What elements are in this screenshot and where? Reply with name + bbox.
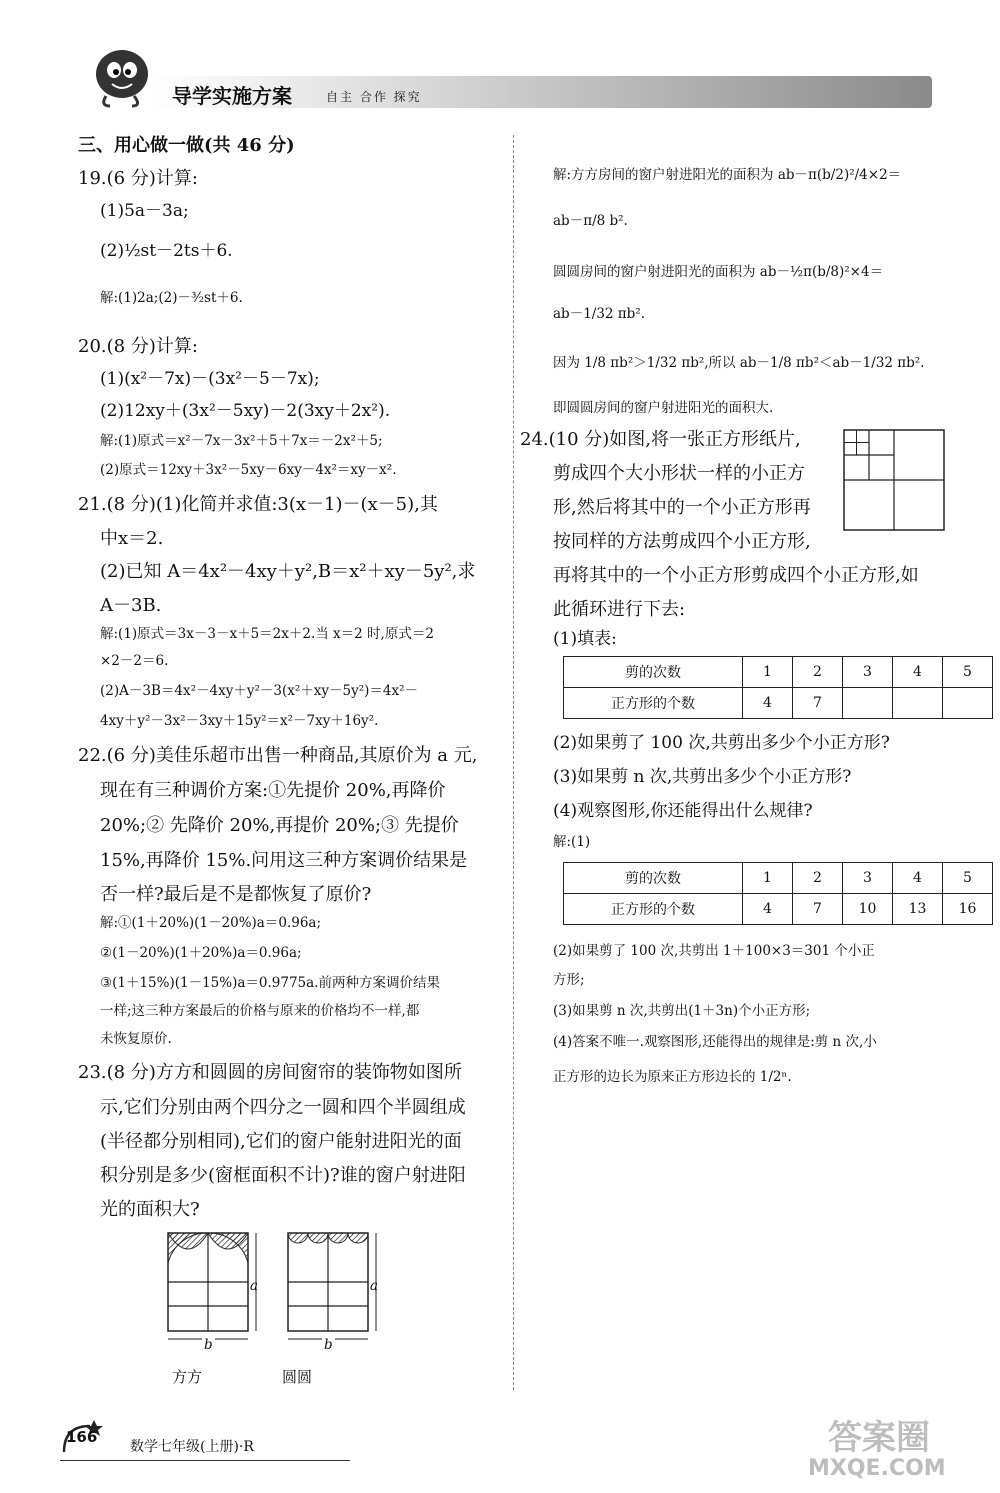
table-cell: 5 [943,657,993,688]
text-line-s23f: 即圆圆房间的窗户射进阳光的面积大. [553,400,774,416]
mascot-icon [86,44,156,110]
table-cell: 剪的次数 [564,863,743,894]
label-b-2: b [324,1337,333,1353]
text-line-s23e: 因为 1/8 πb²＞1/32 πb²,所以 ab－1/8 πb²＜ab－1/32 πb². [553,355,925,371]
table-cell: 3 [843,657,893,688]
text-line-q24d: 按同样的方法剪成四个小正方形, [553,531,811,552]
text-line-q20s1: 解:(1)原式＝x²－7x－3x²＋5＋7x＝－2x²＋5; [100,433,383,449]
text-line-q20s2: (2)原式＝12xy＋3x²－5xy－6xy－4x²＝xy－x². [100,462,397,478]
table-cell: 1 [743,657,793,688]
text-line-sec: 三、用心做一做(共 46 分) [78,135,295,156]
text-line-q24i: (3)如果剪 n 次,共剪出多少个小正方形? [553,767,852,787]
text-line-q24e: 再将其中的一个小正方形剪成四个小正方形,如 [553,565,919,586]
table-cell: 2 [793,863,843,894]
fangfang-window [168,1233,259,1339]
page-number: 166 [66,1428,98,1446]
text-line-q23e: 光的面积大? [100,1199,200,1220]
text-line-q19b: (2)½st－2ts＋6. [100,241,233,261]
header-subtitle: 自主 合作 探究 [326,90,422,104]
text-line-q20b: (2)12xy＋(3x²－5xy)－2(3xy＋2x²). [100,401,391,421]
table-cell: 1 [743,863,793,894]
text-line-q24c: 形,然后将其中的一个小正方形再 [553,497,811,518]
watermark-url: MXQE.COM [808,1456,946,1481]
text-line-s24c: (3)如果剪 n 次,共剪出(1＋3n)个小正方形; [553,1003,811,1019]
text-line-q21a: 21.(8 分)(1)化简并求值:3(x－1)－(x－5),其 [78,494,438,515]
text-line-q22s2: ②(1－20%)(1＋20%)a＝0.96a; [100,945,302,961]
text-line-q19: 19.(6 分)计算: [78,168,198,189]
text-line-q21s2: ×2－2＝6. [100,653,169,669]
nested-squares-figure [842,428,948,534]
text-line-q21s3: (2)A－3B＝4x²－4xy＋y²－3(x²＋xy－5y²)＝4x²－ [100,683,418,699]
table-cell: 4 [893,863,943,894]
text-line-s24b: 方形; [553,972,585,988]
caption-fangfang: 方方 [172,1368,203,1386]
label-a-1: a [250,1278,259,1294]
text-line-s24a: (2)如果剪了 100 次,共剪出 1＋100×3＝301 个小正 [553,943,875,959]
text-line-q24h: (2)如果剪了 100 次,共剪出多少个小正方形? [553,733,890,753]
table-cell: 3 [843,863,893,894]
table-cell: 正方形的个数 [564,688,743,719]
text-line-s23d: ab－1/32 πb². [553,306,646,322]
text-line-q23a: 23.(8 分)方方和圆圆的房间窗帘的装饰物如图所 [78,1062,462,1083]
text-line-q22s1: 解:①(1＋20%)(1－20%)a＝0.96a; [100,915,322,931]
label-a-2: a [370,1278,379,1294]
text-line-q20: 20.(8 分)计算: [78,336,198,357]
text-line-s23a: 解:方方房间的窗户射进阳光的面积为 ab－π(b/2)²/4×2＝ [553,167,902,183]
text-line-s23b: ab－π/8 b². [553,213,628,229]
table-cell [843,688,893,719]
table-cell [893,688,943,719]
table-blank [563,656,993,719]
text-line-q22c: 20%;② 先降价 20%,再提价 20%;③ 先提价 [100,815,459,836]
text-line-q24b: 剪成四个大小形状一样的小正方 [553,463,805,484]
book-title: 数学七年级(上册)·R [130,1439,254,1455]
text-line-q22e: 否一样?最后是不是都恢复了原价? [100,884,372,905]
text-line-q21s1: 解:(1)原式＝3x－3－x＋5＝2x＋2.当 x＝2 时,原式＝2 [100,626,434,642]
text-line-s23c: 圆圆房间的窗户射进阳光的面积为 ab－½π(b/8)²×4＝ [553,264,884,280]
table-cell: 正方形的个数 [564,894,743,925]
column-divider [513,135,514,1390]
text-line-q22b: 现在有三种调价方案:①先提价 20%,再降价 [100,780,446,801]
header-title: 导学实施方案 [172,84,292,108]
table-cell: 7 [793,688,843,719]
text-line-q24a: 24.(10 分)如图,将一张正方形纸片, [520,429,801,450]
table-cell: 4 [743,894,793,925]
text-line-q21s4: 4xy＋y²－3x²－3xy＋15y²＝x²－7xy＋16y². [100,713,379,729]
text-line-q22d: 15%,再降价 15%.问用这三种方案调价结果是 [100,850,468,871]
table-cell: 10 [843,894,893,925]
text-line-q24g: (1)填表: [553,629,617,649]
table-cell [943,688,993,719]
text-line-q24f: 此循环进行下去: [553,599,686,620]
text-line-q23c: (半径都分别相同),它们的窗户能射进阳光的面 [100,1131,462,1152]
text-line-q22s5: 未恢复原价. [100,1031,172,1047]
table-row [564,894,993,925]
text-line-q19a: (1)5a－3a; [100,201,189,221]
yuanyuan-window [288,1233,379,1339]
text-line-s24d: (4)答案不唯一.观察图形,还能得出的规律是:剪 n 次,小 [553,1034,877,1050]
text-line-q22a: 22.(6 分)美佳乐超市出售一种商品,其原价为 a 元, [78,745,478,766]
text-line-q19s: 解:(1)2a;(2)－³⁄₂st＋6. [100,290,243,306]
text-line-q24k: 解:(1) [553,834,591,850]
table-cell: 16 [943,894,993,925]
text-line-q24j: (4)观察图形,你还能得出什么规律? [553,801,813,821]
text-line-q23d: 积分别是多少(窗框面积不计)?谁的窗户射进阳 [100,1165,466,1186]
table-cell: 2 [793,657,843,688]
text-line-q21c: (2)已知 A＝4x²－4xy＋y²,B＝x²＋xy－5y²,求 [100,561,476,582]
table-cell: 4 [743,688,793,719]
table-cell: 7 [793,894,843,925]
table-cell: 剪的次数 [564,657,743,688]
label-b-1: b [204,1337,213,1353]
text-line-q23b: 示,它们分别由两个四分之一圆和四个半圆组成 [100,1097,466,1118]
table-row [564,863,993,894]
footer-rule [60,1460,350,1461]
window-figures [158,1225,418,1355]
text-line-q22s4: 一样;这三种方案最后的价格与原来的价格均不一样,都 [100,1003,420,1019]
text-line-q21b: 中x＝2. [100,528,164,549]
text-line-s24e: 正方形的边长为原来正方形边长的 1/2ⁿ. [553,1069,792,1085]
text-line-q22s3: ③(1＋15%)(1－15%)a＝0.9775a.前两种方案调价结果 [100,975,440,991]
table-answer [563,862,993,925]
table-row [564,657,993,688]
table-row [564,688,993,719]
table-cell: 5 [943,863,993,894]
watermark-logo: 答案圈 [828,1418,930,1458]
caption-yuanyuan: 圆圆 [282,1368,313,1386]
table-cell: 13 [893,894,943,925]
text-line-q20a: (1)(x²－7x)－(3x²－5－7x); [100,369,320,389]
text-line-q21d: A－3B. [100,595,162,616]
table-cell: 4 [893,657,943,688]
